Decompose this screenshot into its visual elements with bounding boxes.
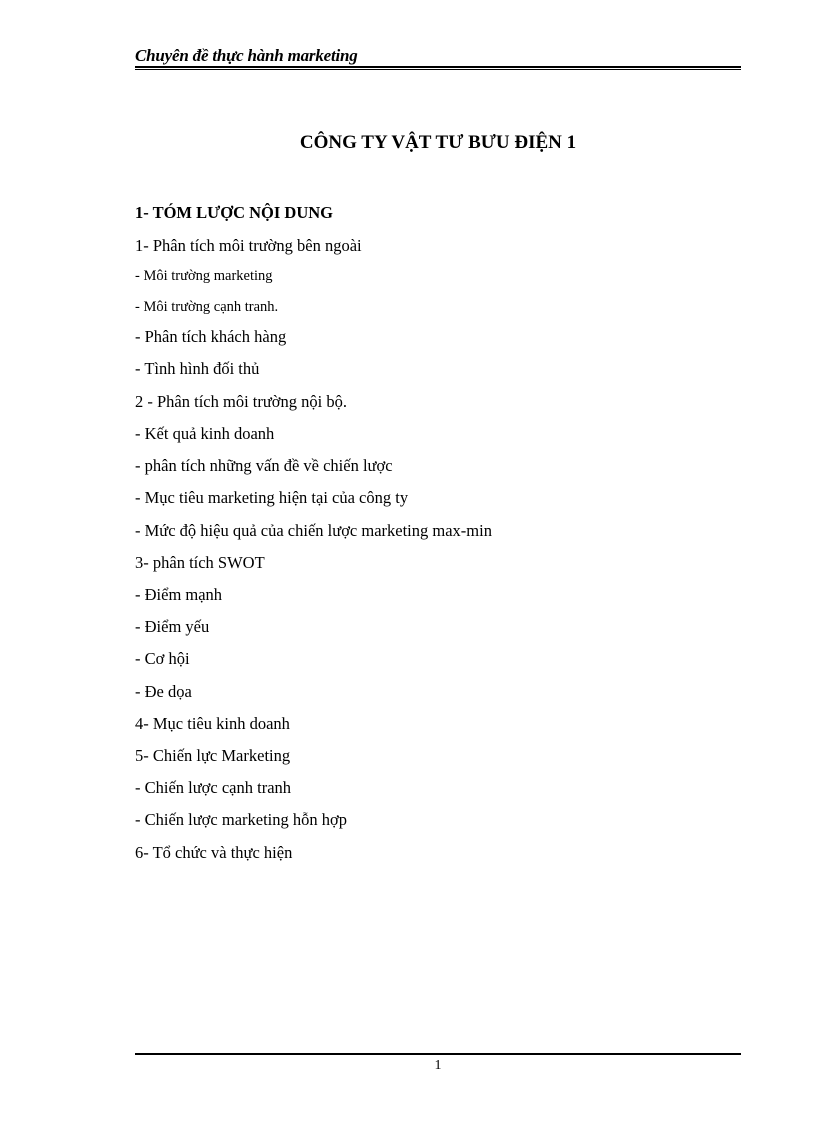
- toc-item: - Tình hình đối thủ: [135, 359, 260, 378]
- header-title: Chuyên đề thực hành marketing: [135, 46, 358, 65]
- toc-item: - Môi trường marketing: [135, 268, 273, 284]
- document-title: CÔNG TY VẬT TƯ BƯU ĐIỆN 1: [299, 132, 577, 153]
- footer-rule: [135, 1053, 741, 1055]
- toc-item: - Môi trường cạnh tranh.: [135, 299, 279, 315]
- toc-item: 2 - Phân tích môi trường nội bộ.: [135, 392, 347, 411]
- toc-item: - phân tích những vấn đề về chiến lược: [135, 456, 393, 475]
- toc-item: - Điểm yếu: [135, 617, 210, 636]
- toc-item: - Phân tích khách hàng: [135, 327, 287, 346]
- toc-item: 6- Tổ chức và thực hiện: [135, 843, 293, 862]
- toc-item: - Mức độ hiệu quả của chiến lược marketing max-min: [135, 521, 492, 540]
- toc-item: 5- Chiến lực Marketing: [135, 746, 291, 765]
- toc-item: - Điểm mạnh: [135, 585, 223, 604]
- toc-item: - Mục tiêu marketing hiện tại của công ty: [135, 488, 409, 507]
- header-rule-thin: [135, 69, 741, 70]
- toc-heading: 1- TÓM LƯỢC NỘI DUNG: [135, 203, 333, 222]
- header-rule: [135, 66, 741, 68]
- toc-item: - Kết quả kinh doanh: [135, 424, 275, 443]
- toc-item: - Cơ hội: [135, 649, 190, 668]
- toc-item: - Chiến lược marketing hỗn hợp: [135, 810, 347, 829]
- toc-item: 4- Mục tiêu kinh doanh: [135, 714, 290, 733]
- toc-item: - Đe dọa: [135, 682, 192, 701]
- page-number: 1: [434, 1058, 442, 1073]
- toc-item: 1- Phân tích môi trường bên ngoài: [135, 236, 362, 255]
- toc-item: 3- phân tích SWOT: [135, 553, 265, 572]
- toc-item: - Chiến lược cạnh tranh: [135, 778, 292, 797]
